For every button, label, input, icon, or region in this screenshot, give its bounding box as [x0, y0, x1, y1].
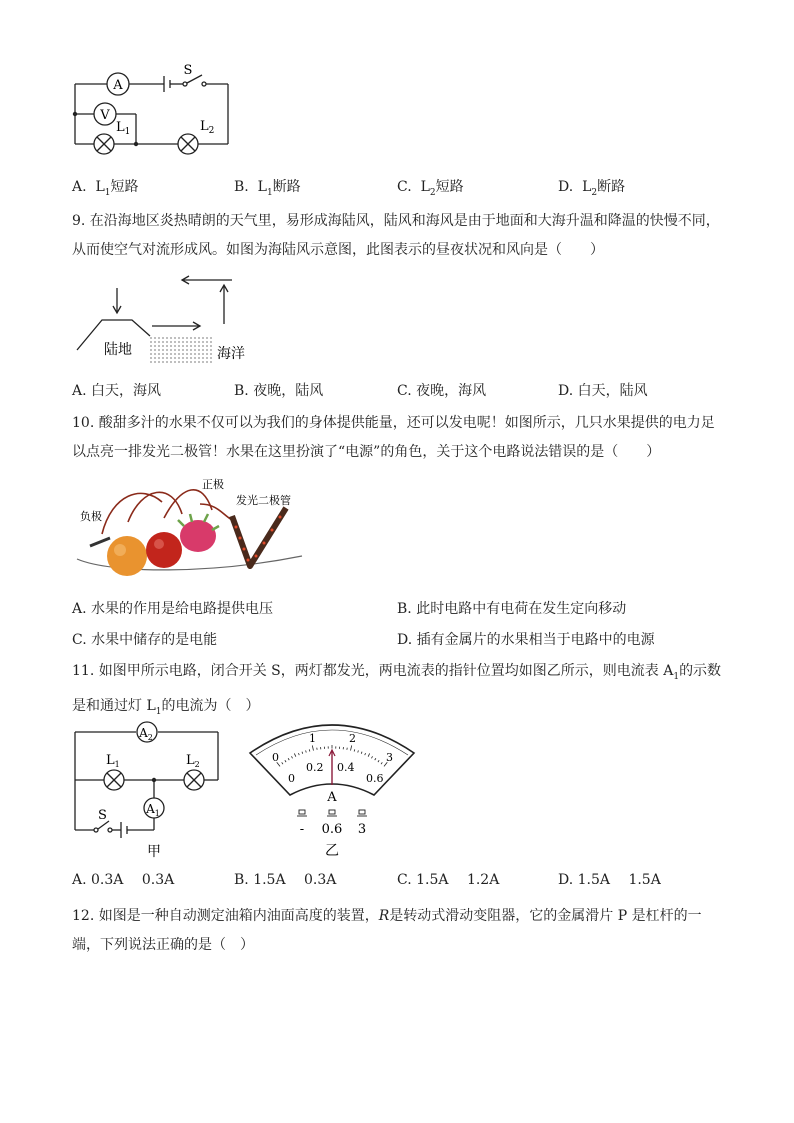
q9-option-a[interactable]: A. 白天，海风	[72, 383, 162, 399]
q11-lower-tick-3: 0.6	[366, 772, 384, 785]
q8-l1-label: $L_1$	[116, 120, 131, 137]
q9-sea-land-breeze-diagram	[72, 268, 272, 368]
q10-negative-label: 负极	[80, 510, 102, 523]
q8-voltmeter-label: V	[100, 108, 110, 123]
q11-a1-label: $A_1$	[146, 802, 160, 818]
q11-terminal-negative: -	[299, 822, 305, 837]
q11-a2-label: $A_2$	[139, 726, 153, 742]
q8-option-c[interactable]: C. $L_2$短路	[397, 179, 464, 198]
q11-terminal-0-6: 0.6	[321, 822, 343, 837]
q11-option-c[interactable]: C. 1.5A 1.2A	[397, 872, 500, 888]
q10-option-a[interactable]: A. 水果的作用是给电路提供电压	[72, 601, 274, 617]
q11-l2-label: $L_2$	[186, 753, 200, 769]
q11-option-a[interactable]: A. 0.3A 0.3A	[72, 872, 175, 888]
q11-stem: 11. 如图甲所示电路，闭合开关 S，两灯都发光，两电流表的指针位置均如图乙所示，则电流表 $A_1$的示数 是和通过灯 $L_1$的电流为（ ）	[72, 663, 722, 717]
q11-meter-unit: A	[327, 790, 337, 805]
q11-terminal-3: 3	[357, 822, 367, 837]
q8-option-d[interactable]: D. $L_2$断路	[558, 179, 626, 198]
q9-option-b[interactable]: B. 夜晚，陆风	[234, 383, 324, 399]
q9-option-d[interactable]: D. 白天，陆风	[558, 383, 648, 399]
q8-ammeter-label: A	[113, 78, 123, 93]
q8-l2-label: $L_2$	[200, 119, 215, 136]
q9-stem: 9. 在沿海地区炎热晴朗的天气里，易形成海陆风，陆风和海风是由于地面和大海升温和降温的快慢不同， 从而使空气对流形成风。如图为海陆风示意图，此图表示的昼夜状况和风向是（ ）	[72, 213, 720, 258]
q8-circuit-diagram	[66, 62, 236, 162]
q11-ammeter-dial-yi	[246, 715, 418, 860]
q11-upper-tick-3: 3	[386, 751, 393, 764]
q10-stem: 10. 酸甜多汁的水果不仅可以为我们的身体提供能量，还可以发电呢！如图所示，几只水果提供的电力足 以点亮一排发光二极管！水果在这里扮演了“电源”的角色，关于这个电路说法错误的是（ ）	[72, 415, 715, 460]
q11-l1-label: $L_1$	[106, 753, 120, 769]
q10-positive-label: 正极	[202, 478, 224, 491]
q11-upper-tick-0: 0	[272, 751, 279, 764]
q10-led-label: 发光二极管	[236, 494, 291, 507]
q8-switch-label: S	[183, 63, 193, 78]
q11-lower-tick-1: 0.2	[306, 761, 324, 774]
q11-caption-yi: 乙	[325, 843, 339, 859]
q11-upper-tick-1: 1	[309, 732, 316, 745]
q8-option-a[interactable]: A. $L_1$短路	[72, 179, 139, 198]
q8-option-b[interactable]: B. $L_1$断路	[234, 179, 301, 198]
q10-option-b[interactable]: B. 此时电路中有电荷在发生定向移动	[397, 601, 627, 617]
dial-tick	[309, 749, 310, 751]
q11-option-d[interactable]: D. 1.5A 1.5A	[558, 872, 661, 888]
q10-option-d[interactable]: D. 插有金属片的水果相当于电路中的电源	[397, 632, 655, 648]
q12-stem: 12. 如图是一种自动测定油箱内油面高度的装置，R是转动式滑动变阻器，它的金属滑片 P 是杠杆的一 端，下列说法正确的是（ ）	[72, 908, 702, 953]
q11-option-b[interactable]: B. 1.5A 0.3A	[234, 872, 337, 888]
q11-caption-jia: 甲	[147, 844, 161, 860]
q9-sea-label: 海洋	[217, 346, 245, 362]
q11-upper-tick-2: 2	[349, 732, 356, 745]
q11-switch-label: S	[98, 808, 107, 823]
q10-option-c[interactable]: C. 水果中储存的是电能	[72, 632, 218, 648]
q10-fruit-battery-photo	[72, 474, 312, 580]
q11-lower-tick-2: 0.4	[337, 761, 355, 774]
q9-land-label: 陆地	[104, 342, 132, 358]
q11-circuit-jia	[66, 718, 226, 860]
q9-option-c[interactable]: C. 夜晚，海风	[397, 383, 487, 399]
dial-tick	[354, 749, 355, 751]
q11-lower-tick-0: 0	[288, 772, 295, 785]
